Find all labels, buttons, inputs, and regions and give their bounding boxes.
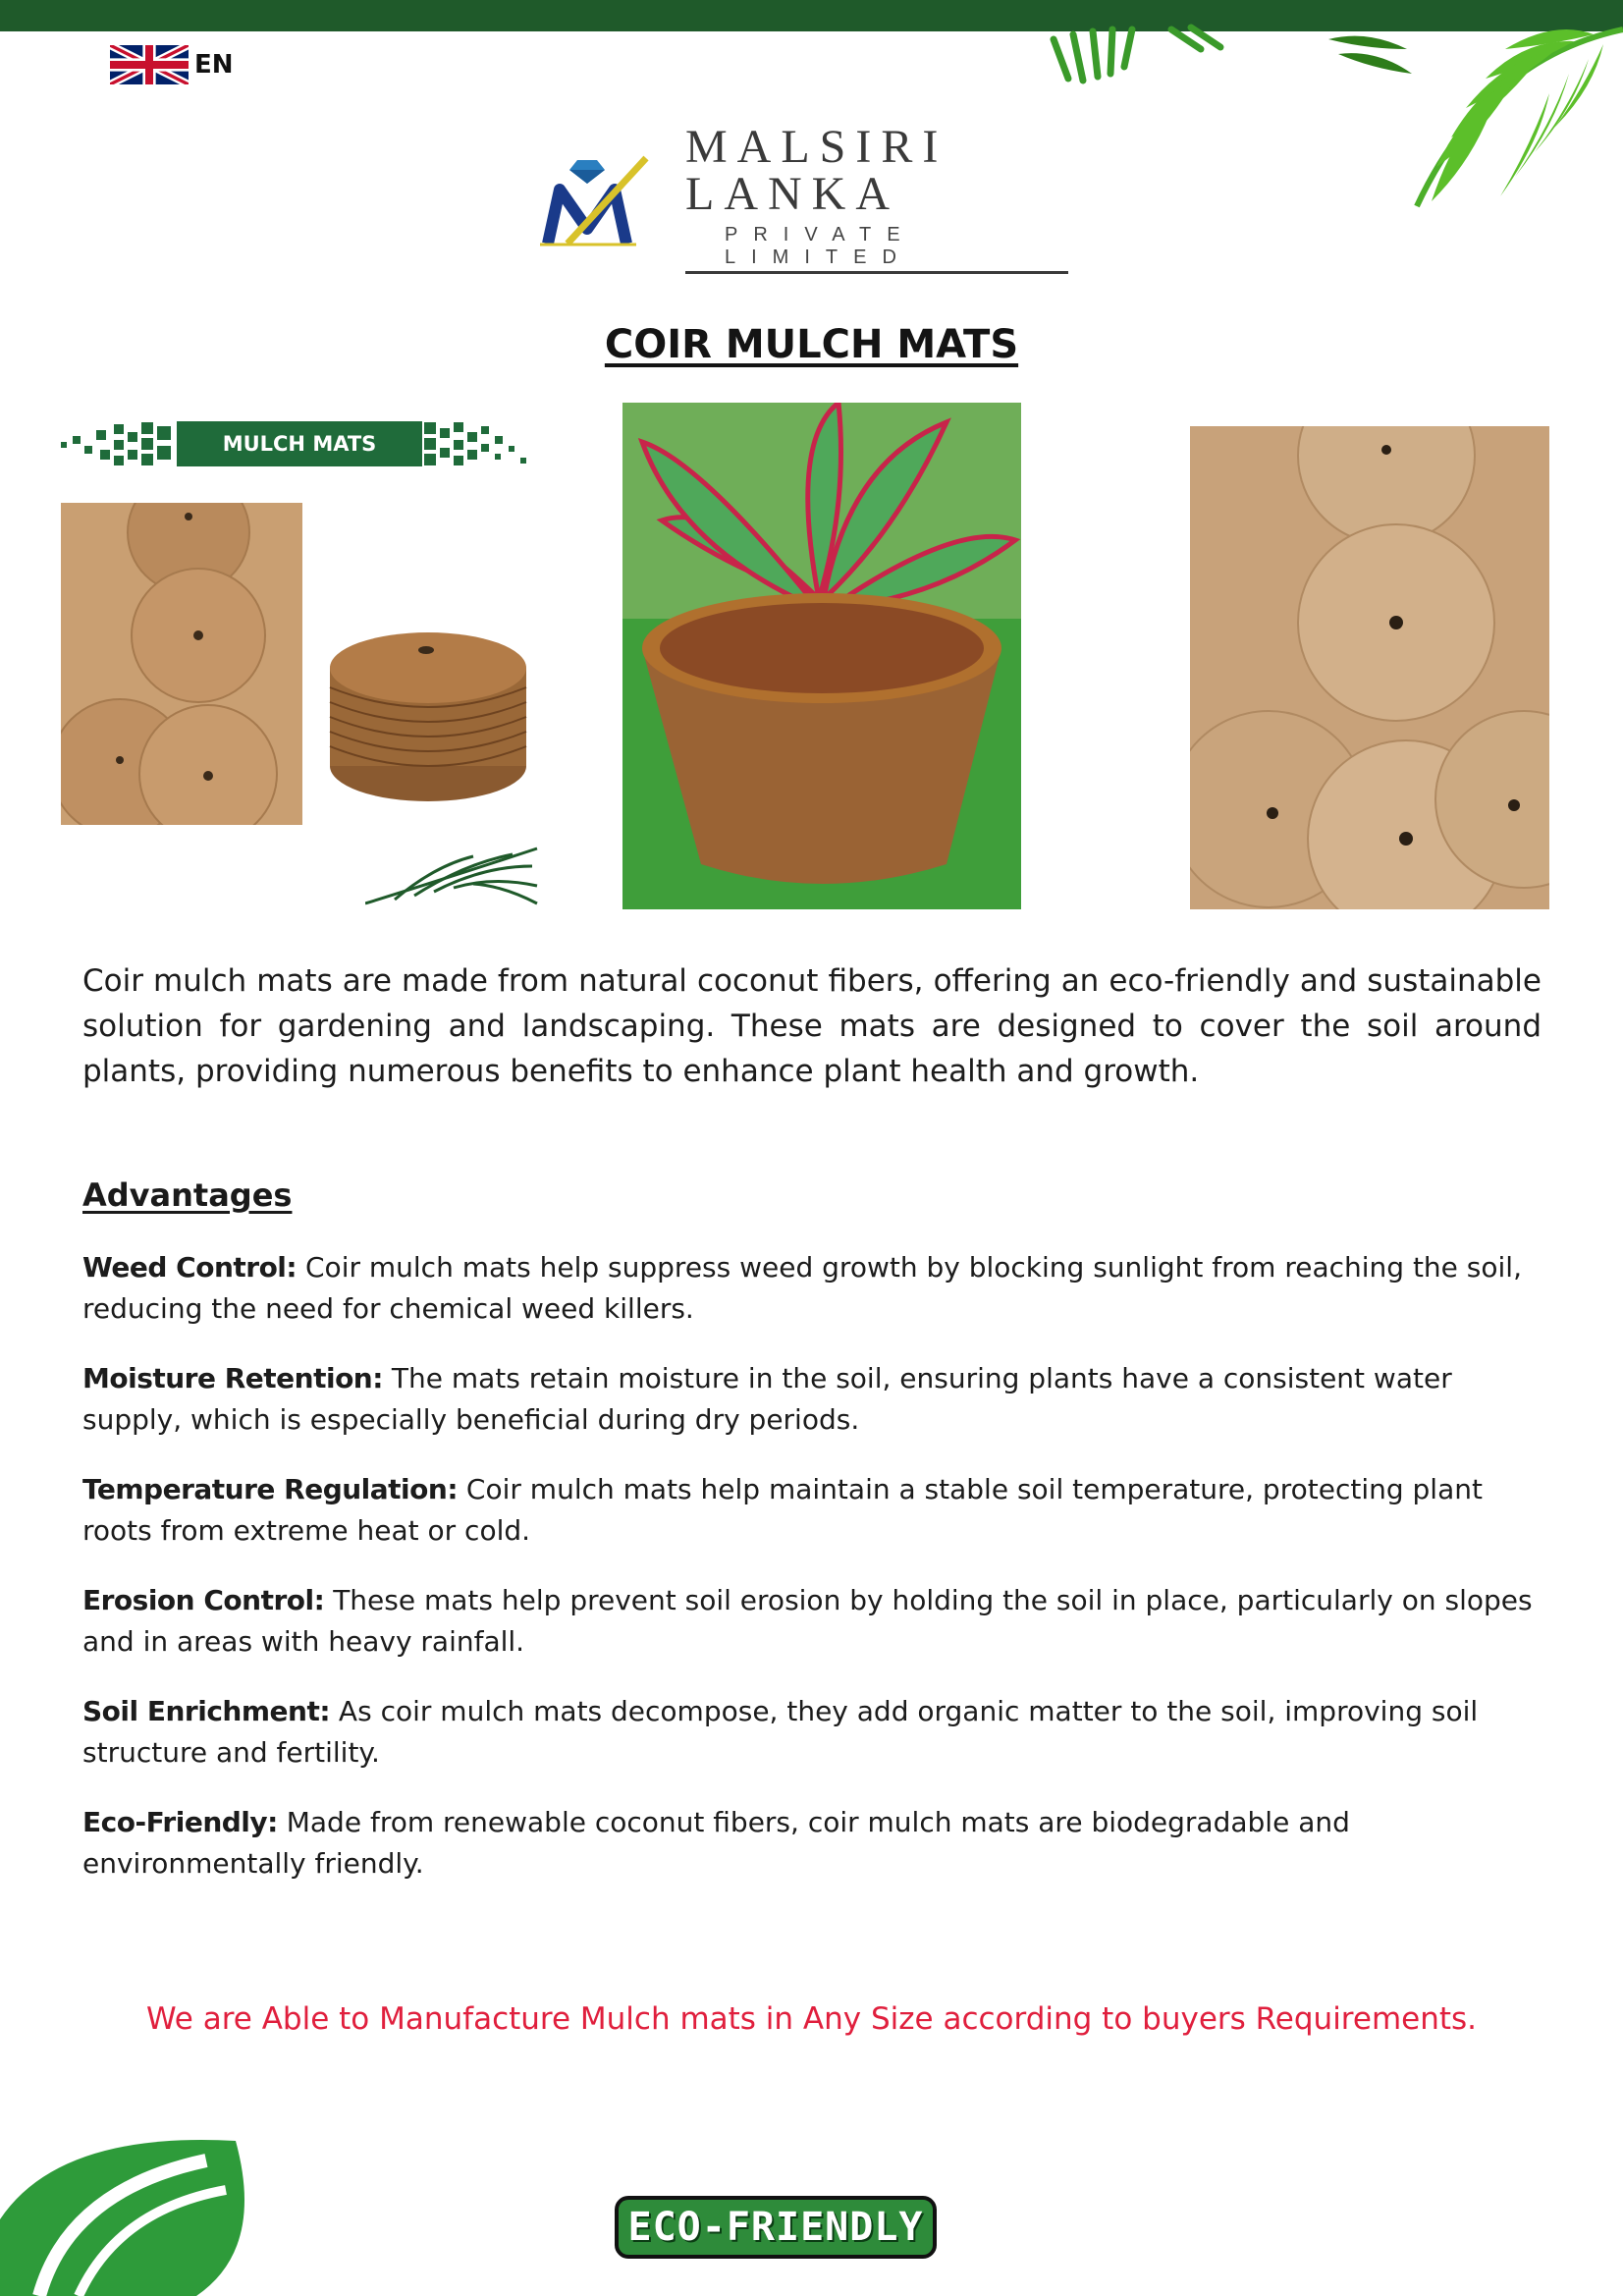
advantage-term: Eco-Friendly: [82, 1806, 278, 1838]
advantage-weed-control [82, 1247, 1555, 1330]
intro-paragraph: Coir mulch mats are made from natural coconut fibers, offering an eco-friendly and sustainable solution for gardening and landscaping. These mats are designed to cover the soil around plants, providing numerous benefits to enhance plant health and growth. [82, 963, 1542, 1089]
banner-label: MULCH MATS [222, 432, 377, 456]
uk-flag-icon [110, 45, 189, 84]
company-logo [538, 121, 1078, 274]
advantage-text: As coir mulch mats decompose, they add organic matter to the soil, improving soil structure and fertility. [82, 1695, 1479, 1769]
advantage-term: Moisture Retention: [82, 1362, 383, 1394]
advantage-term: Erosion Control: [82, 1584, 325, 1616]
advantage-text: These mats help prevent soil erosion by holding the soil in place, particularly on slopes and in areas with heavy rainfall. [82, 1584, 1533, 1658]
language-selector[interactable] [110, 45, 234, 84]
advantage-temperature-regulation [82, 1469, 1555, 1552]
language-label: EN [194, 50, 234, 80]
potted-plant-photo [622, 403, 1021, 909]
advantage-text: Made from renewable coconut fibers, coir mulch mats are biodegradable and environmentally friendly. [82, 1806, 1350, 1880]
eco-friendly-badge [615, 2196, 937, 2259]
green-leaf-decoration [0, 2131, 255, 2296]
advantage-text: The mats retain moisture in the soil, ensuring plants have a consistent water supply, which is especially beneficial during dry periods. [82, 1362, 1452, 1436]
advantage-text: Coir mulch mats help suppress weed growth by blocking sunlight from reaching the soil, reducing the need for chemical weed killers. [82, 1251, 1522, 1325]
logo-company-subtitle: PRIVATE LIMITED [725, 224, 916, 268]
advantage-term: Soil Enrichment: [82, 1695, 331, 1727]
advantage-term: Temperature Regulation: [82, 1473, 459, 1505]
advantage-eco-friendly [82, 1802, 1555, 1885]
small-palm-leaf-decoration [365, 847, 542, 905]
mulch-mat-stack-photo [320, 619, 536, 815]
advantages-heading: Advantages [82, 1176, 293, 1214]
mulch-mats-overlap-photo [61, 503, 302, 825]
advantage-text: Coir mulch mats help maintain a stable soil temperature, protecting plant roots from extreme heat or cold. [82, 1473, 1483, 1547]
mulch-mats-grid-photo [1190, 426, 1549, 909]
page-title [0, 322, 1623, 367]
diamond-m-logo-icon [538, 150, 656, 248]
logo-company-name: MALSIRI LANKA [685, 121, 948, 220]
mulch-mats-banner [61, 418, 532, 469]
eco-friendly-badge-text: ECO-FRIENDLY [627, 2205, 924, 2250]
logo-underline [685, 271, 1068, 274]
palm-leaves-decoration [1044, 20, 1623, 216]
page-title-text: COIR MULCH MATS [604, 322, 1019, 367]
advantage-term: Weed Control: [82, 1251, 298, 1284]
advantage-moisture-retention [82, 1358, 1555, 1441]
custom-size-notice: We are Able to Manufacture Mulch mats in Any Size according to buyers Requirements. [145, 2001, 1478, 2037]
advantage-soil-enrichment [82, 1691, 1555, 1774]
banner-bar [177, 421, 422, 466]
advantage-erosion-control [82, 1580, 1555, 1663]
